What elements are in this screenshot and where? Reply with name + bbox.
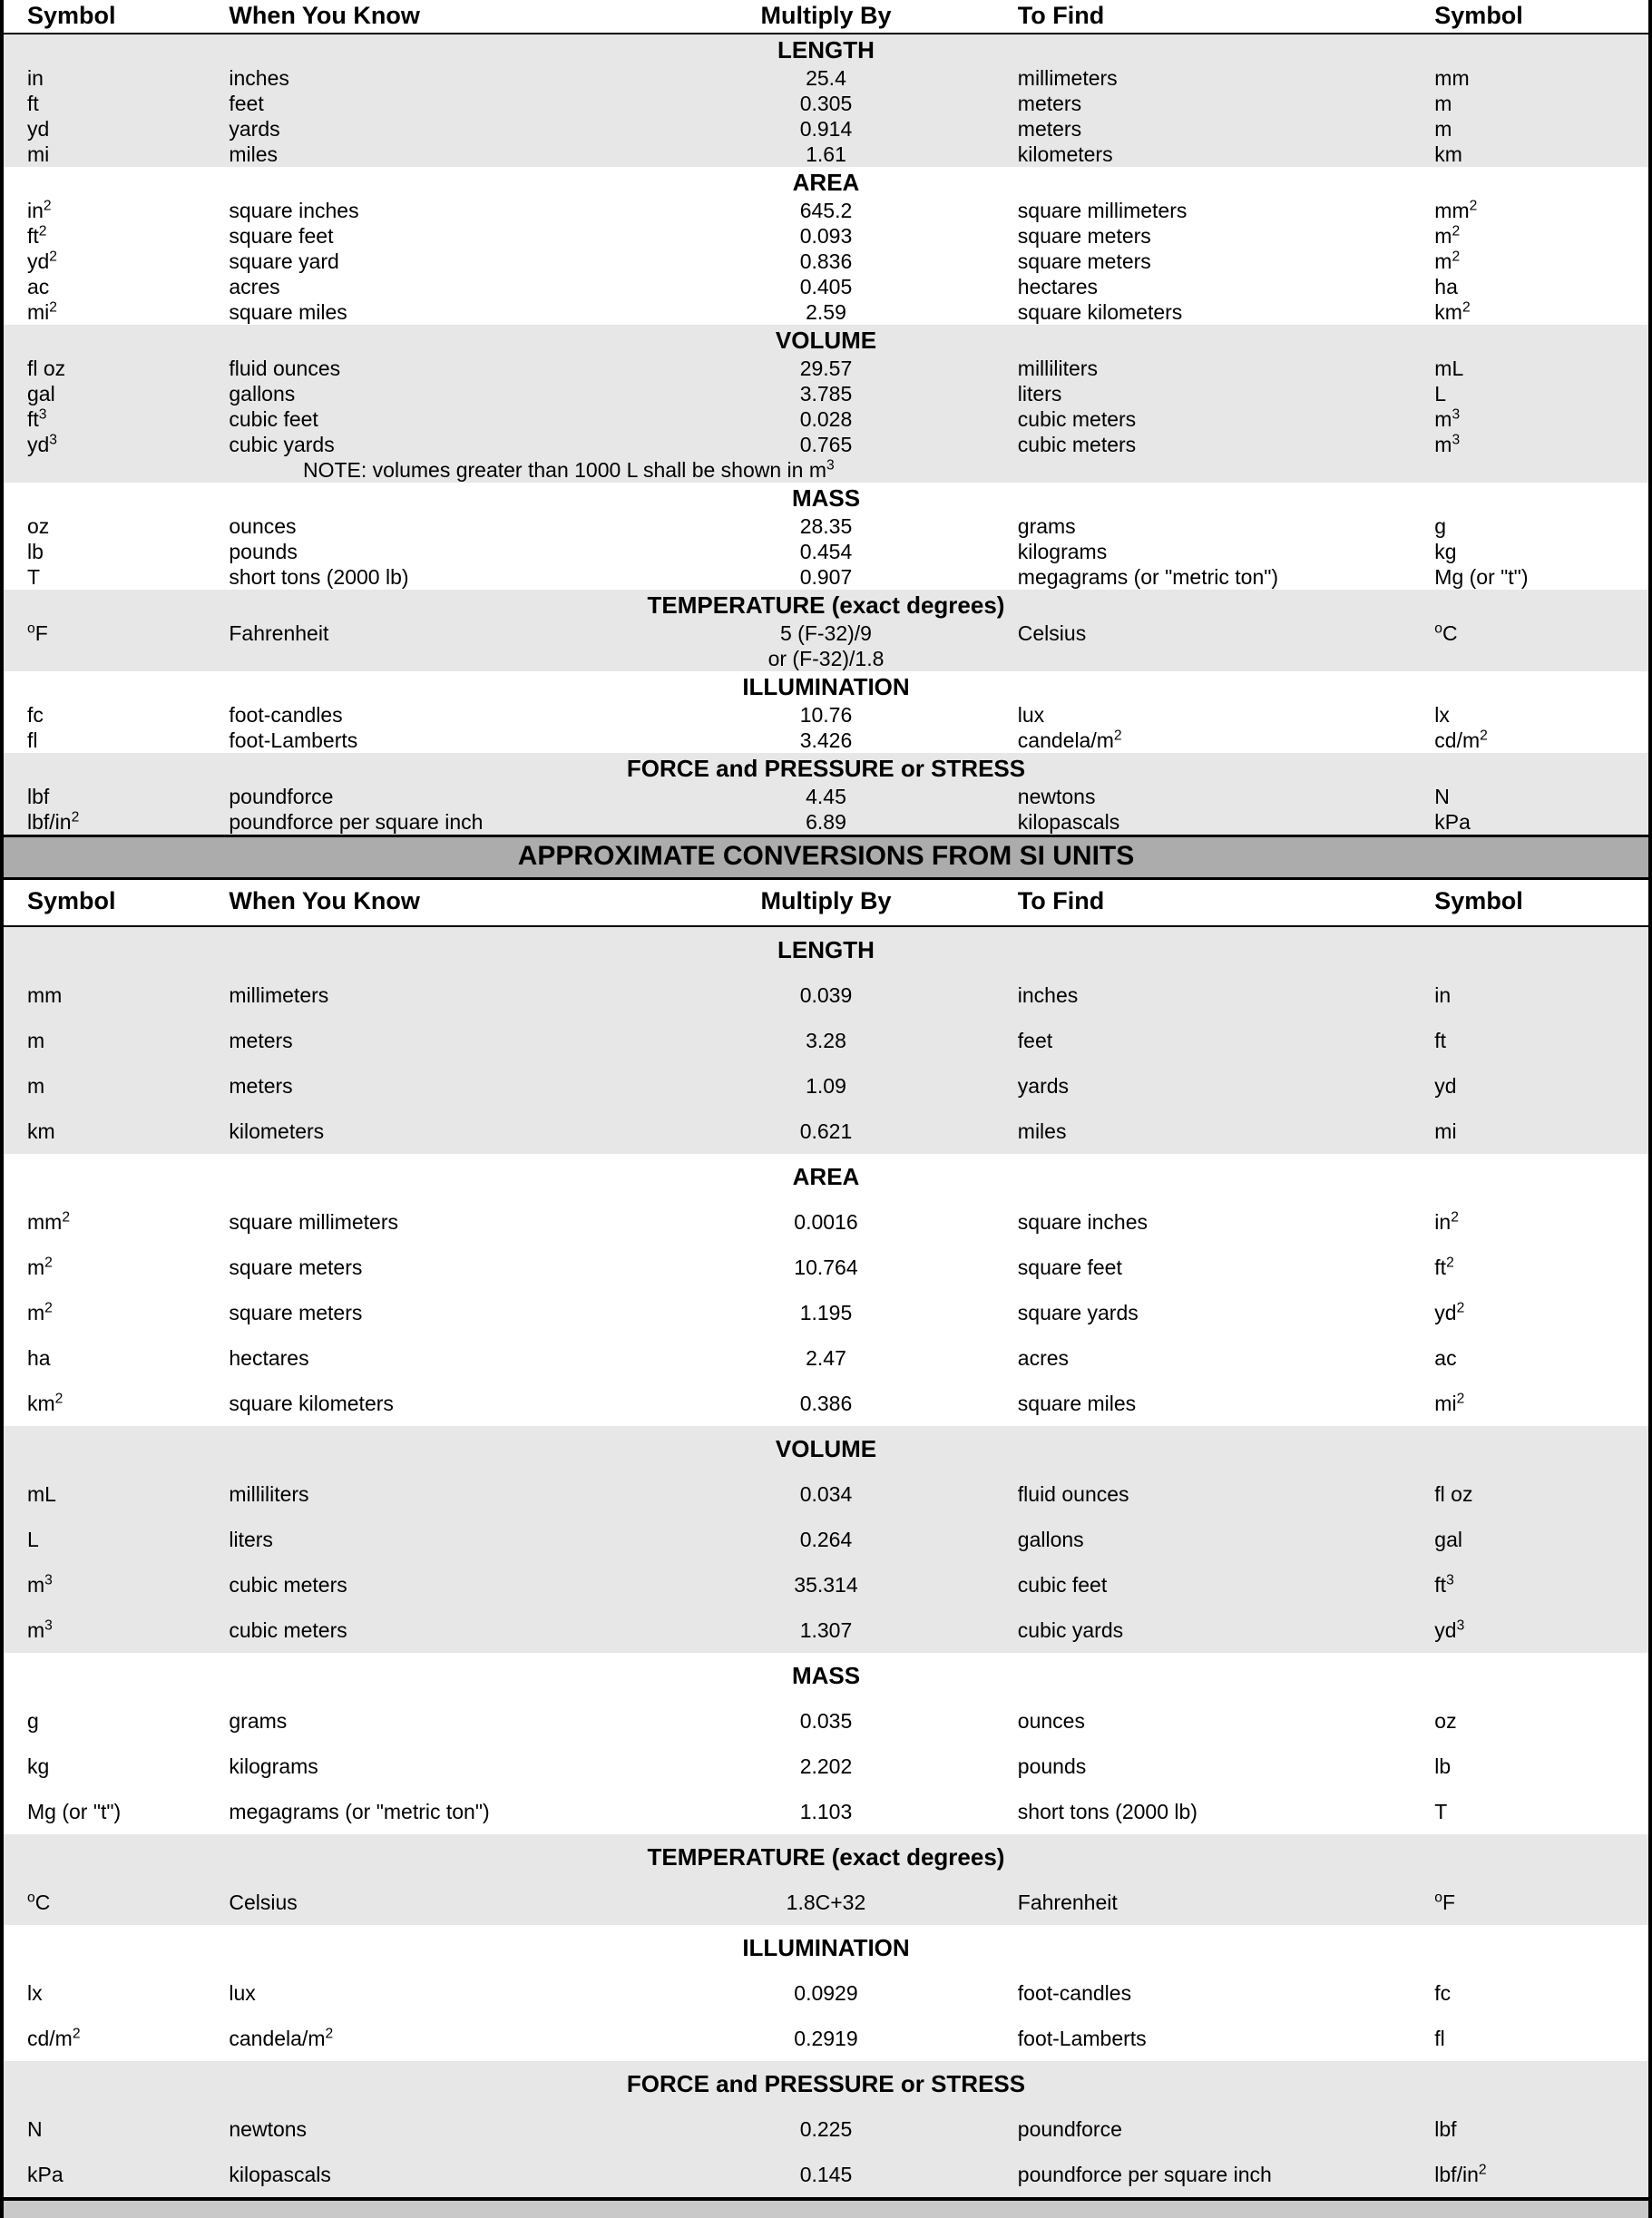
section-title-volume: VOLUME	[775, 1435, 877, 1462]
si-conversions-banner: APPROXIMATE CONVERSIONS FROM SI UNITS	[4, 835, 1648, 880]
table-row	[4, 223, 1648, 249]
section-title-mass: MASS	[791, 484, 861, 512]
volume-note: NOTE: volumes greater than 1000 L shall be shown in $m^3$	[303, 457, 835, 482]
cell-when-you-know: gallons	[229, 382, 296, 405]
cell-symbol-result: $km^2$	[1434, 299, 1471, 324]
cell-to-find: square miles	[1017, 1392, 1137, 1415]
cell-when-you-know: liters	[229, 1528, 273, 1551]
cell-multiply-by: 0.621	[799, 1119, 853, 1143]
cell-symbol: lb	[27, 540, 44, 563]
cell-multiply-by: 0.305	[799, 92, 853, 115]
cell-symbol-result: yd	[1434, 1074, 1457, 1098]
cell-multiply-by: 0.836	[799, 249, 853, 273]
section-area	[4, 1154, 1648, 1426]
cell-symbol-result: lbf/$in^2$	[1434, 2162, 1487, 2186]
cell-symbol-result: mm	[1434, 66, 1470, 90]
cell-when-you-know: square millimeters	[229, 1210, 398, 1234]
cell-to-find: fluid ounces	[1017, 1482, 1129, 1506]
section-illumination	[4, 1925, 1648, 2061]
cell-when-you-know: kilograms	[229, 1754, 318, 1778]
cell-to-find: kilometers	[1017, 142, 1113, 166]
cell-when-you-know: foot-Lamberts	[229, 728, 358, 752]
table-row	[4, 1970, 1648, 2016]
cell-symbol: $mi^2$	[27, 299, 57, 324]
table-row	[4, 513, 1648, 539]
cell-when-you-know: acres	[229, 275, 280, 298]
table-conversions-to-si	[4, 0, 1648, 835]
cell-when-you-know: foot-candles	[229, 703, 343, 727]
cell-when-you-know: cubic meters	[229, 1618, 347, 1642]
cell-symbol: $yd^3$	[27, 432, 57, 456]
section-title-illumination: ILLUMINATION	[742, 673, 910, 700]
cell-symbol-result: lx	[1434, 703, 1450, 727]
cell-when-you-know: Fahrenheit	[229, 621, 329, 645]
section-volume	[4, 1426, 1648, 1653]
cell-symbol-result: $^o$C	[1434, 620, 1458, 645]
table-row	[4, 1562, 1648, 1607]
section-force-and-pressure-or-stress	[4, 753, 1648, 835]
cell-symbol-result: lb	[1434, 1754, 1452, 1778]
column-header-when-you-know: When You Know	[229, 887, 420, 914]
cell-to-find: square millimeters	[1017, 199, 1188, 222]
cell-multiply-by: 0.907	[799, 565, 853, 589]
cell-when-you-know: square feet	[229, 224, 334, 248]
cell-symbol: kg	[27, 1754, 50, 1778]
cell-symbol-result: in	[1434, 983, 1452, 1007]
cell-symbol-result: km	[1434, 142, 1462, 166]
cell-symbol: $in^2$	[27, 198, 52, 222]
cell-symbol-result: $yd^3$	[1434, 1617, 1465, 1642]
column-header-multiply-by: Multiply By	[760, 887, 892, 914]
column-header-row	[4, 880, 1648, 927]
cell-when-you-know: cubic feet	[229, 407, 318, 431]
cell-multiply-by: 2.47	[806, 1346, 846, 1370]
cell-to-find: inches	[1017, 983, 1079, 1007]
section-title-volume: VOLUME	[775, 327, 877, 354]
table-row	[4, 1063, 1648, 1109]
column-header-symbol-left: Symbol	[27, 2, 116, 29]
cell-symbol: gal	[27, 382, 55, 405]
cell-symbol: lbf/$in^2$	[27, 809, 80, 834]
cell-multiply-by: 0.039	[799, 983, 853, 1007]
table-row	[4, 1880, 1648, 1925]
cell-symbol: fl	[27, 728, 38, 752]
cell-multiply-by: 1.61	[806, 142, 846, 166]
cell-when-you-know: feet	[229, 92, 264, 115]
table-row	[4, 1471, 1648, 1517]
cell-to-find: cubic meters	[1017, 407, 1137, 431]
cell-multiply-by: 3.426	[799, 728, 853, 752]
cell-multiply-by: 2.202	[799, 1754, 853, 1778]
cell-to-find: poundforce per square inch	[1017, 2163, 1272, 2186]
table-row	[4, 356, 1648, 381]
cell-symbol-result: $ft^3$	[1434, 1572, 1454, 1597]
cell-when-you-know: yards	[229, 117, 280, 141]
section-length	[4, 927, 1648, 1154]
cell-when-you-know: kilopascals	[229, 2163, 331, 2186]
cell-multiply-by: 35.314	[794, 1573, 858, 1597]
cell-symbol-result: $mm^2$	[1434, 198, 1478, 222]
cell-symbol-result: $yd^2$	[1434, 1300, 1465, 1324]
table-row	[4, 1335, 1648, 1381]
cell-symbol: lx	[27, 1981, 43, 2005]
cell-multiply-by: 1.09	[806, 1074, 846, 1098]
cell-multiply-by: 645.2	[799, 199, 853, 222]
cell-symbol: $km^2$	[27, 1391, 64, 1415]
cell-multiply-by: 0.454	[799, 540, 853, 563]
table-row	[4, 1381, 1648, 1426]
cell-when-you-know: square yard	[229, 249, 339, 273]
section-title-illumination: ILLUMINATION	[742, 1934, 910, 1961]
cell-multiply-by: 5 (F-32)/9 or (F-32)/1.8	[767, 621, 885, 670]
cell-symbol: $m^3$	[27, 1617, 53, 1642]
cell-symbol: $ft^2$	[27, 223, 47, 248]
cell-symbol: fl oz	[27, 357, 66, 380]
table-row	[4, 972, 1648, 1018]
cell-to-find: milliliters	[1017, 357, 1098, 380]
section-title-force-and-pressure-or-stress: FORCE and PRESSURE or STRESS	[626, 755, 1026, 782]
section-temperature-exact-degrees	[4, 590, 1648, 671]
table-row	[4, 1109, 1648, 1154]
table-row	[4, 381, 1648, 406]
cell-when-you-know: newtons	[229, 2117, 308, 2141]
cell-when-you-know: poundforce	[229, 785, 334, 808]
cell-symbol-result: fl oz	[1434, 1482, 1473, 1506]
cell-when-you-know: megagrams (or "metric ton")	[229, 1800, 490, 1823]
cell-to-find: foot-candles	[1017, 1981, 1132, 2005]
cell-multiply-by: 0.0016	[794, 1210, 858, 1234]
cell-multiply-by: 1.103	[799, 1800, 853, 1823]
table-row	[4, 702, 1648, 728]
cell-symbol: $yd^2$	[27, 249, 57, 273]
cell-multiply-by: 29.57	[799, 357, 853, 380]
cell-symbol-result: $m^3$	[1434, 406, 1461, 431]
cell-symbol-result: ac	[1434, 1346, 1457, 1370]
cell-when-you-know: cubic meters	[229, 1573, 347, 1597]
cell-symbol: $^o$F	[27, 620, 48, 645]
cell-multiply-by: 0.264	[799, 1528, 853, 1551]
cell-symbol: $m^2$	[27, 1300, 53, 1324]
cell-symbol-result: $m^2$	[1434, 249, 1461, 273]
cell-symbol-result: m	[1434, 92, 1452, 115]
cell-when-you-know: milliliters	[229, 1482, 309, 1506]
cell-symbol-result: N	[1434, 785, 1450, 808]
cell-multiply-by: 2.59	[806, 300, 846, 324]
cell-symbol: ha	[27, 1346, 51, 1370]
column-header-to-find: To Find	[1017, 2, 1105, 29]
section-title-temperature-exact-degrees: TEMPERATURE (exact degrees)	[647, 591, 1005, 619]
cell-when-you-know: hectares	[229, 1346, 309, 1370]
cell-multiply-by: 0.765	[799, 433, 853, 456]
cell-symbol: $m^3$	[27, 1572, 53, 1597]
cell-to-find: cubic yards	[1017, 1618, 1124, 1642]
cell-when-you-know: square meters	[229, 1301, 363, 1324]
page-bottom-strip	[4, 2201, 1648, 2218]
cell-symbol: m	[27, 1074, 45, 1098]
cell-to-find: lux	[1017, 703, 1045, 727]
section-title-force-and-pressure-or-stress: FORCE and PRESSURE or STRESS	[626, 2070, 1026, 2097]
cell-symbol-result: lbf	[1434, 2117, 1457, 2141]
cell-multiply-by: 1.195	[799, 1301, 853, 1324]
table-row	[4, 1517, 1648, 1562]
cell-to-find: newtons	[1017, 785, 1096, 808]
cell-multiply-by: 0.386	[799, 1392, 853, 1415]
section-temperature-exact-degrees	[4, 1834, 1648, 1925]
cell-symbol-result: $m^3$	[1434, 432, 1461, 456]
section-title-area: AREA	[792, 1163, 860, 1190]
table-row	[4, 1607, 1648, 1653]
cell-symbol: $mm^2$	[27, 1209, 71, 1234]
cell-to-find: cubic feet	[1017, 1573, 1108, 1597]
cell-multiply-by: 0.225	[799, 2117, 853, 2141]
column-header-symbol-left: Symbol	[27, 887, 116, 914]
table-row	[4, 1290, 1648, 1335]
table-conversions-from-si	[4, 880, 1648, 2197]
cell-symbol: mL	[27, 1482, 56, 1506]
table-row	[4, 406, 1648, 432]
table-row	[4, 539, 1648, 564]
column-header-to-find: To Find	[1017, 887, 1105, 914]
cell-symbol: kPa	[27, 2163, 64, 2186]
table-row	[4, 142, 1648, 167]
table-row	[4, 1789, 1648, 1834]
cell-symbol: N	[27, 2117, 43, 2141]
cell-multiply-by: 0.035	[799, 1709, 853, 1733]
cell-symbol-result: mL	[1434, 357, 1464, 380]
table-row	[4, 784, 1648, 809]
cell-symbol-result: Mg (or "t")	[1434, 565, 1529, 589]
cell-symbol-result: oz	[1434, 1709, 1457, 1733]
cell-multiply-by: 0.145	[799, 2163, 853, 2186]
cell-multiply-by: 4.45	[806, 785, 846, 808]
cell-to-find: cubic meters	[1017, 433, 1137, 456]
cell-multiply-by: 1.8C+32	[786, 1891, 866, 1914]
cell-when-you-know: meters	[229, 1074, 293, 1098]
cell-symbol: T	[27, 565, 41, 589]
cell-symbol: ft	[27, 92, 39, 115]
cell-symbol-result: fc	[1434, 1981, 1452, 2005]
cell-to-find: short tons (2000 lb)	[1017, 1800, 1197, 1823]
cell-symbol: m	[27, 1029, 45, 1052]
section-title-area: AREA	[792, 169, 860, 196]
cell-multiply-by: 10.764	[794, 1256, 858, 1279]
section-force-and-pressure-or-stress	[4, 2061, 1648, 2197]
section-title-temperature-exact-degrees: TEMPERATURE (exact degrees)	[647, 1843, 1005, 1871]
section-mass	[4, 483, 1648, 590]
table-row	[4, 274, 1648, 299]
cell-multiply-by: 0.034	[799, 1482, 853, 1506]
table-row	[4, 2152, 1648, 2197]
cell-when-you-know: square inches	[229, 199, 359, 222]
cell-to-find: square feet	[1017, 1256, 1122, 1279]
cell-symbol: mm	[27, 983, 63, 1007]
section-title-length: LENGTH	[777, 36, 875, 64]
table-row	[4, 91, 1648, 116]
cell-symbol-result: $in^2$	[1434, 1209, 1459, 1234]
table-row	[4, 1199, 1648, 1245]
cell-symbol: oz	[27, 514, 50, 538]
cell-to-find: meters	[1017, 117, 1082, 141]
cell-multiply-by: 3.28	[806, 1029, 846, 1052]
cell-to-find: gallons	[1017, 1528, 1084, 1551]
cell-when-you-know: cubic yards	[229, 433, 335, 456]
cell-when-you-know: short tons (2000 lb)	[229, 565, 409, 589]
cell-symbol-result: $ft^2$	[1434, 1255, 1454, 1279]
cell-when-you-know: millimeters	[229, 983, 329, 1007]
cell-multiply-by: 0.2919	[794, 2027, 858, 2050]
section-area	[4, 167, 1648, 325]
cell-symbol: $m^2$	[27, 1255, 53, 1279]
cell-symbol: fc	[27, 703, 44, 727]
cell-to-find: Celsius	[1017, 621, 1087, 645]
cell-when-you-know: kilometers	[229, 1119, 325, 1143]
section-length	[4, 34, 1648, 167]
cell-multiply-by: 6.89	[806, 810, 846, 834]
cell-symbol-result: g	[1434, 514, 1447, 538]
cell-to-find: millimeters	[1017, 66, 1118, 90]
cell-to-find: square kilometers	[1017, 300, 1183, 324]
cell-to-find: square meters	[1017, 249, 1151, 273]
cell-to-find: square yards	[1017, 1301, 1139, 1324]
cell-multiply-by: 0.093	[799, 224, 853, 248]
cell-multiply-by: 25.4	[806, 66, 846, 90]
cell-symbol: mi	[27, 142, 50, 166]
cell-multiply-by: 10.76	[799, 703, 853, 727]
cell-symbol: Mg (or "t")	[27, 1800, 122, 1823]
table-row	[4, 728, 1648, 753]
cell-multiply-by: 0.028	[799, 407, 853, 431]
cell-when-you-know: candela/$m^2$	[229, 2026, 334, 2050]
column-header-symbol-right: Symbol	[1434, 887, 1523, 914]
cell-multiply-by: 3.785	[799, 382, 853, 405]
cell-to-find: square inches	[1017, 1210, 1148, 1234]
cell-to-find: grams	[1017, 514, 1076, 538]
cell-when-you-know: miles	[229, 142, 279, 166]
cell-symbol: lbf	[27, 785, 50, 808]
cell-multiply-by: 0.405	[799, 275, 853, 298]
table-row	[4, 620, 1648, 671]
cell-symbol-result: T	[1434, 1800, 1448, 1823]
cell-symbol-result: gal	[1434, 1528, 1462, 1551]
cell-to-find: poundforce	[1017, 2117, 1122, 2141]
cell-when-you-know: inches	[229, 66, 289, 90]
cell-symbol-result: ft	[1434, 1029, 1447, 1052]
cell-symbol: $^o$C	[27, 1890, 51, 1914]
cell-multiply-by: 28.35	[799, 514, 853, 538]
cell-symbol: $cd/m^2$	[27, 2026, 81, 2050]
table-row	[4, 564, 1648, 590]
cell-symbol-result: $^o$F	[1434, 1890, 1456, 1914]
cell-to-find: acres	[1017, 1346, 1070, 1370]
column-header-row	[4, 0, 1648, 34]
section-illumination	[4, 671, 1648, 753]
section-volume	[4, 325, 1648, 483]
cell-to-find: yards	[1017, 1074, 1070, 1098]
section-mass	[4, 1653, 1648, 1834]
table-row	[4, 299, 1648, 325]
cell-symbol: ac	[27, 275, 50, 298]
cell-symbol: L	[27, 1528, 39, 1551]
cell-when-you-know: ounces	[229, 514, 297, 538]
cell-symbol-result: kPa	[1434, 810, 1471, 834]
cell-to-find: ounces	[1017, 1709, 1085, 1733]
cell-to-find: feet	[1017, 1029, 1053, 1052]
table-row	[4, 2016, 1648, 2061]
cell-when-you-know: fluid ounces	[229, 357, 341, 380]
cell-to-find: Fahrenheit	[1017, 1891, 1118, 1914]
cell-symbol-result: $cd/m^2$	[1434, 728, 1488, 752]
cell-symbol: km	[27, 1119, 55, 1143]
cell-symbol-result: $mi^2$	[1434, 1391, 1465, 1415]
cell-symbol: yd	[27, 117, 50, 141]
cell-when-you-know: poundforce per square inch	[229, 810, 484, 834]
table-row	[4, 198, 1648, 223]
table-row	[4, 1245, 1648, 1290]
cell-to-find: meters	[1017, 92, 1082, 115]
table-row	[4, 65, 1648, 91]
table-row	[4, 249, 1648, 274]
cell-symbol-result: m	[1434, 117, 1452, 141]
cell-when-you-know: pounds	[229, 540, 298, 563]
cell-to-find: hectares	[1017, 275, 1098, 298]
cell-symbol: g	[27, 1709, 39, 1733]
cell-when-you-know: square miles	[229, 300, 347, 324]
cell-symbol: in	[27, 66, 44, 90]
section-title-mass: MASS	[791, 1662, 861, 1689]
table-row	[4, 116, 1648, 142]
cell-to-find: square meters	[1017, 224, 1151, 248]
column-header-symbol-right: Symbol	[1434, 2, 1523, 29]
table-row	[4, 2106, 1648, 2152]
cell-symbol-result: kg	[1434, 540, 1457, 563]
cell-when-you-know: square kilometers	[229, 1392, 394, 1415]
table-row	[4, 432, 1648, 457]
cell-to-find: candela/$m^2$	[1017, 728, 1122, 752]
table-row	[4, 809, 1648, 835]
cell-to-find: foot-Lamberts	[1017, 2027, 1147, 2050]
cell-symbol-result: ha	[1434, 275, 1458, 298]
cell-when-you-know: square meters	[229, 1256, 363, 1279]
table-row	[4, 1744, 1648, 1789]
cell-when-you-know: Celsius	[229, 1891, 298, 1914]
cell-symbol: $ft^3$	[27, 406, 47, 431]
column-header-when-you-know: When You Know	[229, 2, 420, 29]
cell-symbol-result: fl	[1434, 2027, 1445, 2050]
cell-symbol-result: mi	[1434, 1119, 1457, 1143]
cell-to-find: kilograms	[1017, 540, 1108, 563]
cell-when-you-know: lux	[229, 1981, 256, 2005]
cell-when-you-know: grams	[229, 1709, 288, 1733]
cell-to-find: miles	[1017, 1119, 1067, 1143]
cell-multiply-by: 0.914	[799, 117, 853, 141]
table-row	[4, 1698, 1648, 1744]
cell-to-find: pounds	[1017, 1754, 1087, 1778]
table-row	[4, 1018, 1648, 1063]
section-title-length: LENGTH	[777, 936, 875, 963]
cell-multiply-by: 0.0929	[794, 1981, 858, 2005]
cell-when-you-know: meters	[229, 1029, 293, 1052]
cell-multiply-by: 1.307	[799, 1618, 853, 1642]
cell-to-find: megagrams (or "metric ton")	[1017, 565, 1279, 589]
column-header-multiply-by: Multiply By	[760, 2, 892, 29]
cell-to-find: liters	[1017, 382, 1062, 405]
cell-symbol-result: L	[1434, 382, 1447, 405]
cell-to-find: kilopascals	[1017, 810, 1120, 834]
cell-symbol-result: $m^2$	[1434, 223, 1461, 248]
